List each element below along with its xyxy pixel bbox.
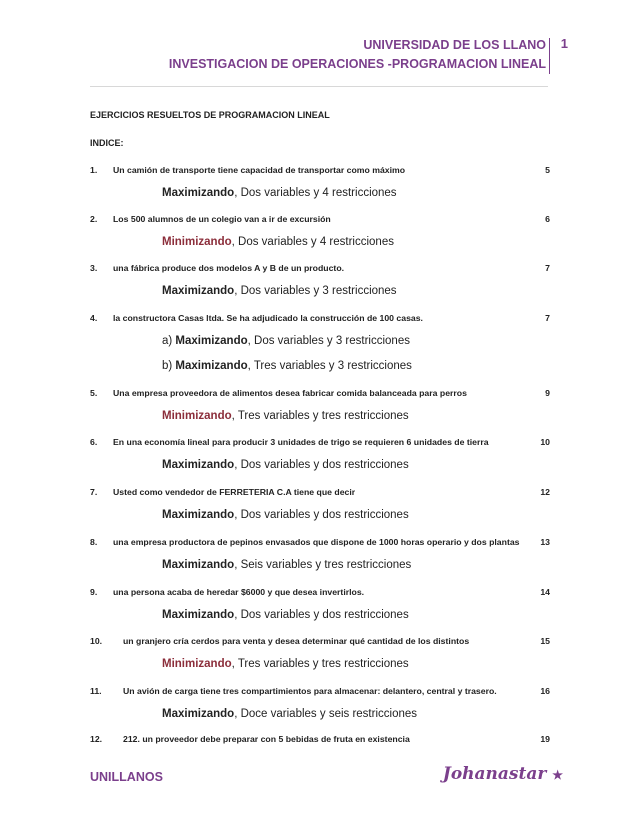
entry-page-number: 13 bbox=[540, 537, 550, 547]
entry-number: 3. bbox=[90, 263, 98, 273]
method-prefix: b) bbox=[162, 360, 176, 372]
entry-title: Usted como vendedor de FERRETERIA C.A tiene que decir bbox=[113, 487, 356, 497]
index-entry[interactable] bbox=[90, 437, 550, 451]
page-footer bbox=[90, 764, 563, 790]
index-entry[interactable] bbox=[90, 537, 550, 551]
entry-method-line bbox=[162, 708, 417, 720]
maximize-keyword: Maximizando bbox=[175, 335, 248, 347]
entry-page-number: 19 bbox=[540, 734, 550, 744]
entry-number: 2. bbox=[90, 214, 98, 224]
method-description: , Doce variables y seis restricciones bbox=[234, 708, 418, 720]
entry-number: 7. bbox=[90, 487, 98, 497]
entry-method-line bbox=[162, 360, 412, 372]
entry-page-number: 12 bbox=[540, 487, 550, 497]
index-entry[interactable] bbox=[90, 263, 550, 277]
minimize-keyword: Minimizando bbox=[162, 410, 232, 422]
entry-title: 212. un proveedor debe preparar con 5 bebidas de fruta en existencia bbox=[123, 734, 410, 744]
maximize-keyword: Maximizando bbox=[162, 187, 235, 199]
entry-title: En una economía lineal para producir 3 unidades de trigo se requieren 6 unidades de tierra bbox=[113, 437, 489, 447]
index-entry[interactable] bbox=[90, 686, 550, 700]
entry-method-line bbox=[162, 410, 409, 422]
method-description: , Tres variables y tres restricciones bbox=[231, 658, 409, 670]
entry-page-number: 7 bbox=[545, 313, 550, 323]
maximize-keyword: Maximizando bbox=[162, 708, 235, 720]
entry-title: una empresa productora de pepinos envasados que dispone de 1000 horas operario y dos plantas bbox=[113, 537, 520, 547]
entry-number: 4. bbox=[90, 313, 98, 323]
entry-title: una fábrica produce dos modelos A y B de un producto. bbox=[113, 263, 345, 273]
method-description: , Dos variables y dos restricciones bbox=[234, 459, 409, 471]
entry-page-number: 9 bbox=[545, 388, 550, 398]
footer-author-name: Johanastar bbox=[442, 764, 547, 784]
maximize-keyword: Maximizando bbox=[162, 509, 235, 521]
entry-number: 12. bbox=[90, 734, 103, 744]
header-rule bbox=[90, 86, 548, 87]
footer-author bbox=[443, 764, 563, 784]
method-description: , Dos variables y dos restricciones bbox=[234, 609, 409, 621]
document-heading: EJERCICIOS RESUELTOS DE PROGRAMACION LINEAL bbox=[90, 110, 330, 120]
entry-number: 6. bbox=[90, 437, 98, 447]
maximize-keyword: Maximizando bbox=[175, 360, 248, 372]
page-header bbox=[90, 36, 624, 88]
star-icon: ★ bbox=[552, 768, 563, 782]
index-entry[interactable] bbox=[90, 636, 550, 650]
minimize-keyword: Minimizando bbox=[162, 658, 232, 670]
entry-number: 10. bbox=[90, 636, 103, 646]
entry-method-line bbox=[162, 559, 411, 571]
index-entry[interactable] bbox=[90, 214, 550, 228]
entry-number: 9. bbox=[90, 587, 98, 597]
method-description: , Dos variables y dos restricciones bbox=[234, 509, 409, 521]
entry-number: 1. bbox=[90, 165, 98, 175]
entry-page-number: 15 bbox=[540, 636, 550, 646]
index-entry[interactable] bbox=[90, 734, 550, 748]
header-titles bbox=[169, 36, 546, 74]
entry-number: 5. bbox=[90, 388, 98, 398]
header-page-number: 1 bbox=[560, 36, 568, 51]
maximize-keyword: Maximizando bbox=[162, 459, 235, 471]
maximize-keyword: Maximizando bbox=[162, 285, 235, 297]
method-prefix: a) bbox=[162, 335, 176, 347]
entry-method-line bbox=[162, 335, 410, 347]
header-university: UNIVERSIDAD DE LOS LLANO bbox=[363, 38, 546, 52]
index-label: INDICE: bbox=[90, 138, 124, 148]
maximize-keyword: Maximizando bbox=[162, 609, 235, 621]
entry-page-number: 16 bbox=[540, 686, 550, 696]
entry-number: 8. bbox=[90, 537, 98, 547]
entry-page-number: 7 bbox=[545, 263, 550, 273]
footer-institution: UNILLANOS bbox=[90, 770, 163, 784]
maximize-keyword: Maximizando bbox=[162, 559, 235, 571]
header-course: INVESTIGACION DE OPERACIONES -PROGRAMACION LINEAL bbox=[168, 57, 546, 71]
entry-title: la constructora Casas ltda. Se ha adjudicado la construcción de 100 casas. bbox=[113, 313, 423, 323]
entry-page-number: 5 bbox=[545, 165, 550, 175]
entry-method-line bbox=[162, 459, 409, 471]
method-description: , Dos variables y 3 restricciones bbox=[234, 285, 397, 297]
method-description: , Tres variables y tres restricciones bbox=[231, 410, 409, 422]
index-entry[interactable] bbox=[90, 165, 550, 179]
entry-number: 11. bbox=[90, 686, 102, 696]
entry-method-line bbox=[162, 285, 397, 297]
entry-title: Los 500 alumnos de un colegio van a ir de excursión bbox=[113, 214, 331, 224]
index-entry[interactable] bbox=[90, 313, 550, 327]
index-entry[interactable] bbox=[90, 487, 550, 501]
entry-title: un granjero cría cerdos para venta y desea determinar qué cantidad de los distintos bbox=[123, 636, 470, 646]
entry-page-number: 10 bbox=[540, 437, 550, 447]
entry-method-line bbox=[162, 236, 394, 248]
entry-method-line bbox=[162, 609, 409, 621]
entry-page-number: 6 bbox=[545, 214, 550, 224]
entry-title: Un avión de carga tiene tres compartimientos para almacenar: delantero, central y trasero. bbox=[123, 686, 497, 696]
index-entry[interactable] bbox=[90, 388, 550, 402]
entry-page-number: 14 bbox=[540, 587, 550, 597]
method-description: , Dos variables y 4 restricciones bbox=[234, 187, 397, 199]
header-separator bbox=[549, 38, 551, 74]
entry-method-line bbox=[162, 509, 409, 521]
entry-method-line bbox=[162, 658, 409, 670]
entry-title: Una empresa proveedora de alimentos desea fabricar comida balanceada para perros bbox=[113, 388, 467, 398]
method-description: , Seis variables y tres restricciones bbox=[234, 559, 412, 571]
method-description: , Dos variables y 3 restricciones bbox=[247, 335, 410, 347]
entry-title: Un camión de transporte tiene capacidad de transportar como máximo bbox=[113, 165, 406, 175]
method-description: , Tres variables y 3 restricciones bbox=[247, 360, 412, 372]
method-description: , Dos variables y 4 restricciones bbox=[231, 236, 394, 248]
entry-title: una persona acaba de heredar $6000 y que desea invertirlos. bbox=[113, 587, 365, 597]
entry-method-line bbox=[162, 187, 397, 199]
minimize-keyword: Minimizando bbox=[162, 236, 232, 248]
index-entry[interactable] bbox=[90, 587, 550, 601]
